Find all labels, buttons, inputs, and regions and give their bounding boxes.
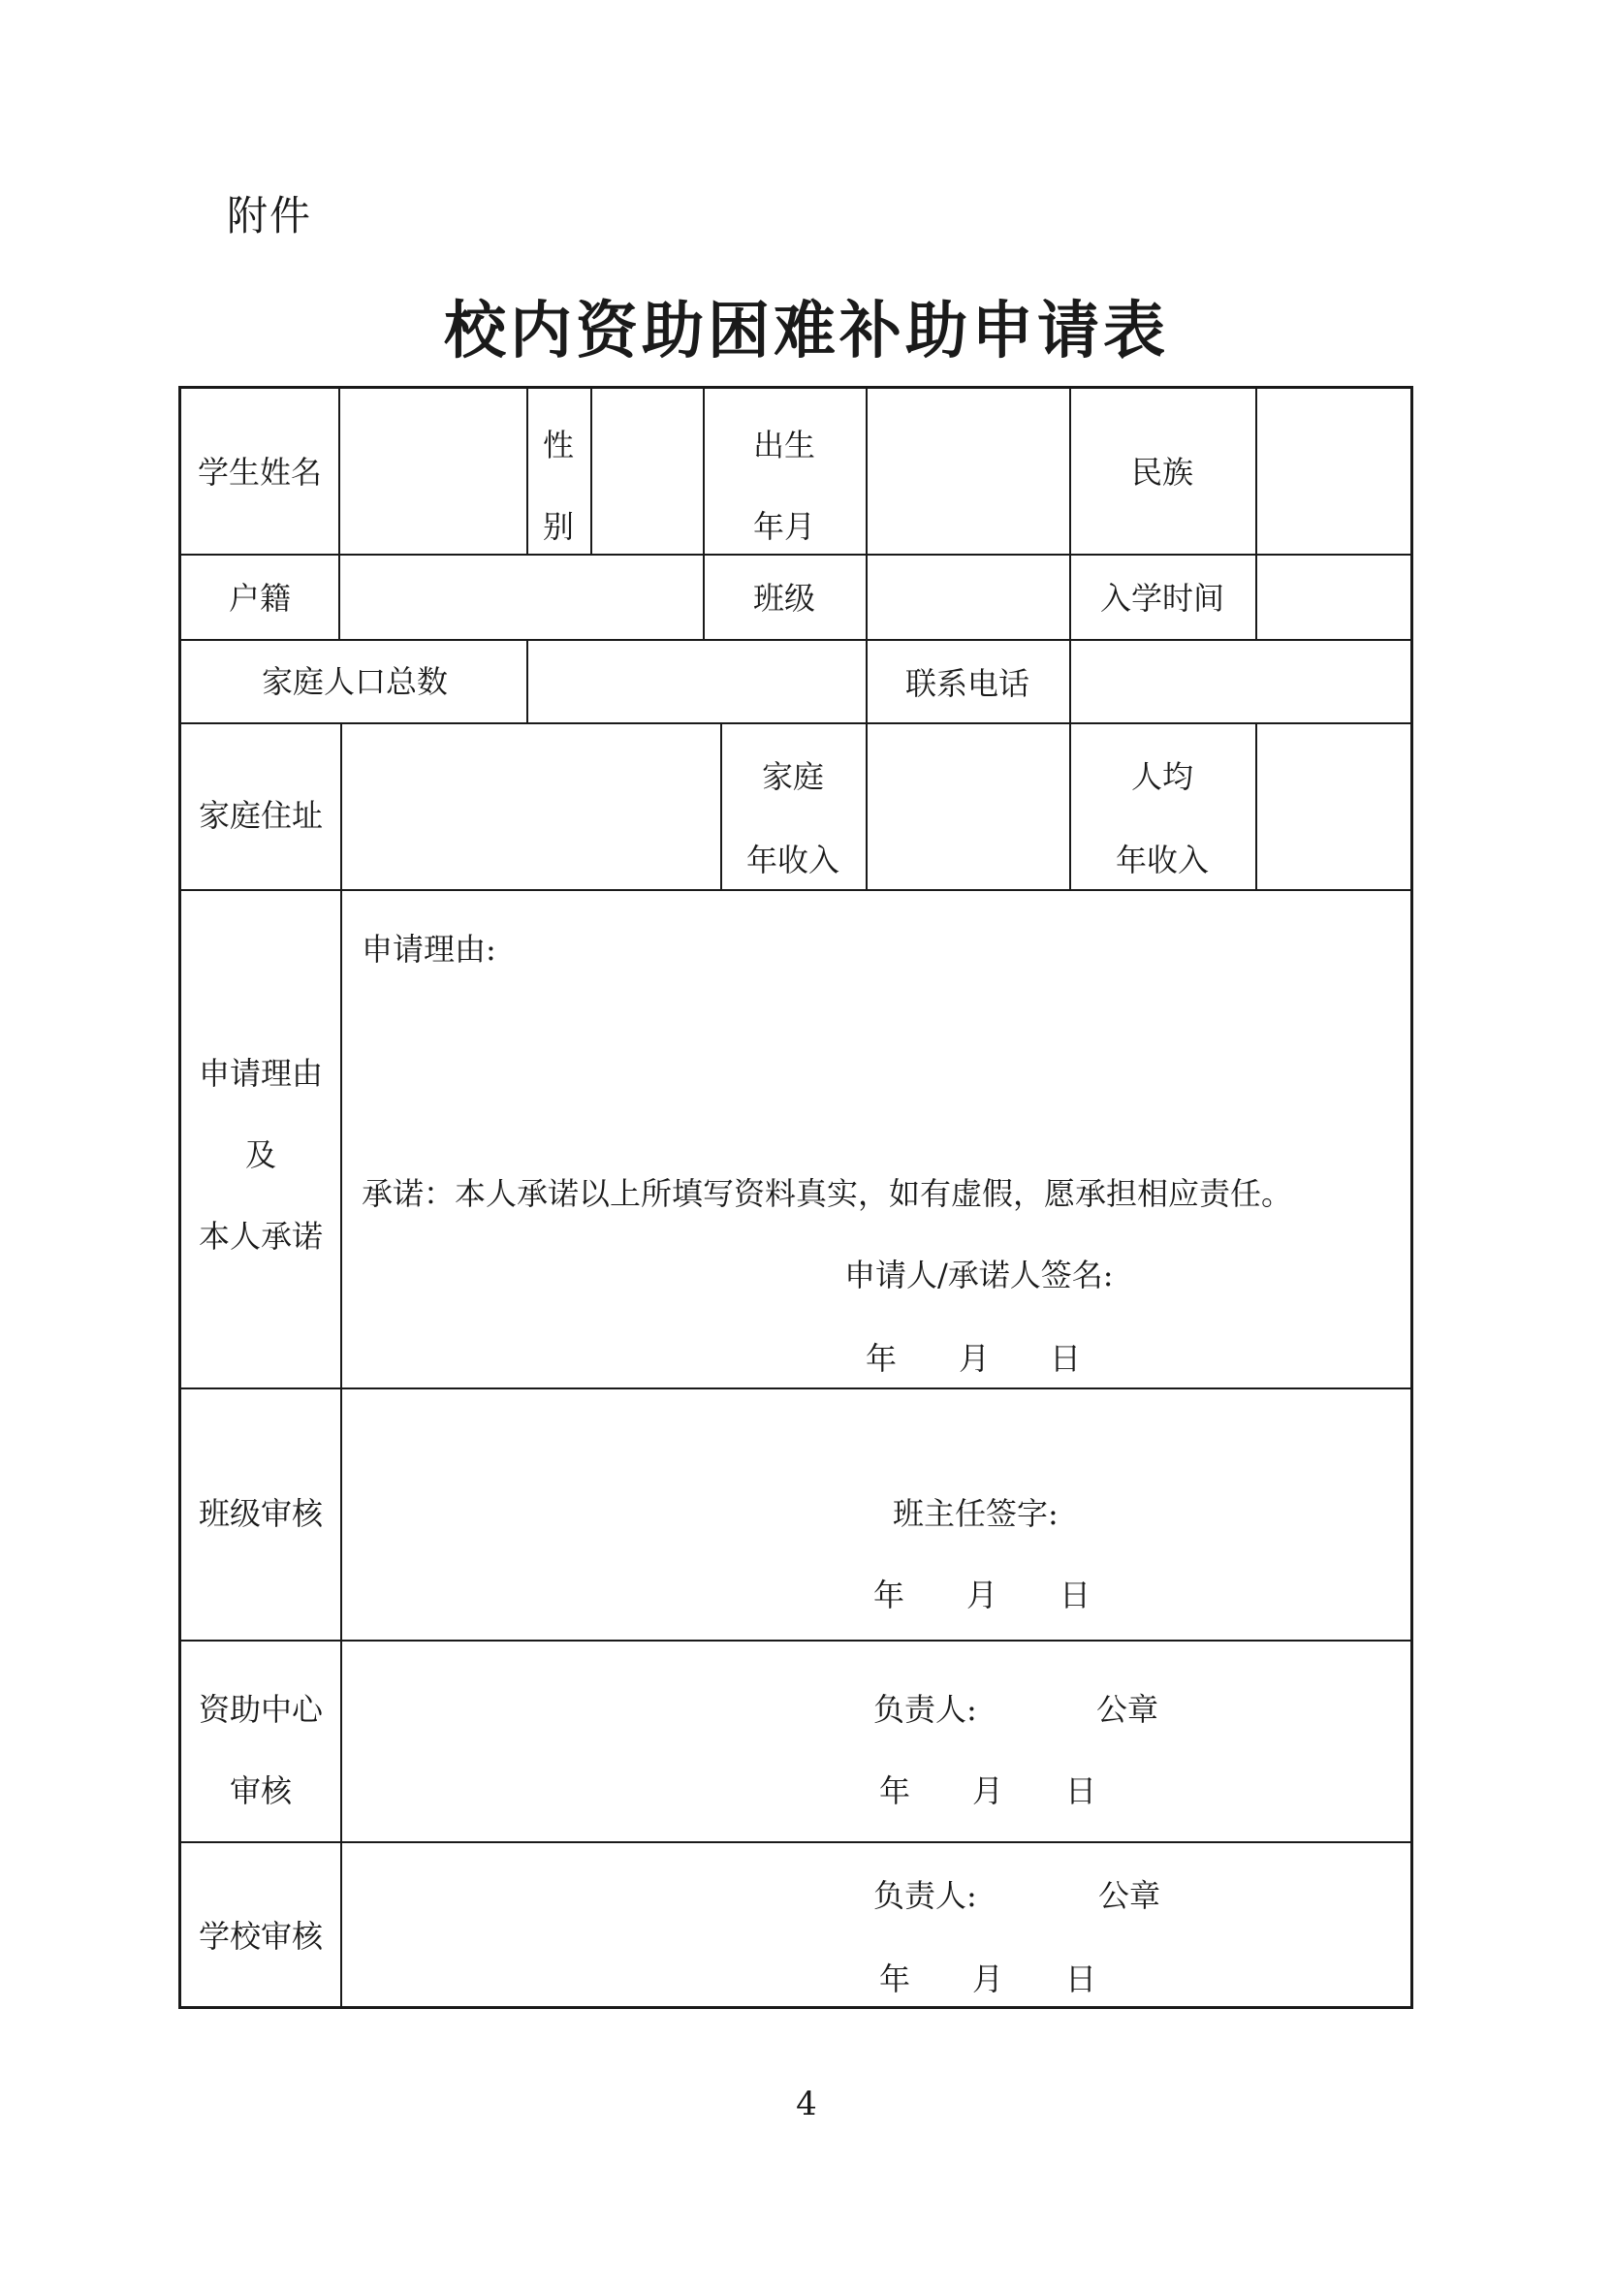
cell-divider [340,722,342,889]
cell-divider [866,722,868,889]
family-size-label: 家庭人口总数 [261,663,449,700]
reason-label-3: 本人承诺 [198,1218,324,1255]
attachment-label: 附件 [227,192,313,239]
application-form-table [178,386,1413,2009]
head-teacher-signature-label: 班主任签字: [893,1495,1059,1532]
cell-divider [526,389,528,554]
student-name-label: 学生姓名 [197,454,323,491]
reason-label-1: 申请理由 [198,1055,324,1092]
gender-label-1: 性 [542,427,575,463]
center-review-label-1: 资助中心 [198,1691,324,1728]
gender-label-2: 别 [542,508,575,545]
per-capita-income-label-1: 人均 [1130,758,1194,795]
household-label: 户籍 [228,580,292,617]
cell-divider [866,389,868,554]
promise-text: 承诺：本人承诺以上所填写资料真实，如有虚假，愿承担相应责任。 [362,1175,1293,1212]
center-date-day: 日 [1065,1772,1097,1809]
enroll-time-label: 入学时间 [1099,580,1225,617]
cell-divider [590,389,592,554]
school-responsible-label: 负责人: [873,1877,977,1914]
row-divider [181,1387,1410,1389]
cell-divider [720,722,722,889]
school-date-day: 日 [1065,1961,1097,1997]
phone-label: 联系电话 [904,665,1030,702]
row-divider [181,554,1410,556]
cell-divider [866,639,868,722]
label-column-divider [340,889,342,2006]
row-divider [181,1841,1410,1843]
birth-label-1: 出生 [752,427,816,463]
reason-label-2: 及 [244,1136,277,1173]
class-date-day: 日 [1060,1577,1091,1613]
reason-prompt: 申请理由: [362,931,496,968]
school-seal-label: 公章 [1098,1877,1161,1914]
row-divider [181,639,1410,641]
row-divider [181,1640,1410,1642]
cell-divider [1069,389,1071,554]
family-income-label-1: 家庭 [761,758,825,795]
cell-divider [703,389,705,554]
center-responsible-label: 负责人: [873,1691,977,1728]
cell-divider [1069,639,1071,722]
applicant-signature-label: 申请人/承诺人签名: [844,1257,1114,1293]
reason-date-month: 月 [959,1340,991,1377]
school-review-label: 学校审核 [198,1918,324,1955]
family-income-label-2: 年收入 [745,842,840,878]
page-number: 4 [796,2085,817,2123]
cell-divider [1255,722,1257,889]
address-label: 家庭住址 [198,797,324,834]
per-capita-income-label-2: 年收入 [1115,842,1210,878]
row-divider [181,722,1410,724]
cell-divider [1069,722,1071,889]
center-date-month: 月 [972,1772,1004,1809]
cell-divider [866,554,868,639]
reason-date-year: 年 [866,1340,898,1377]
center-review-label-2: 审核 [229,1772,293,1809]
cell-divider [1255,389,1257,554]
reason-date-day: 日 [1050,1340,1082,1377]
class-date-year: 年 [873,1577,905,1613]
class-date-month: 月 [966,1577,998,1613]
cell-divider [526,639,528,722]
form-title: 校内资助困难补助申请表 [444,295,1169,367]
class-label: 班级 [752,580,816,617]
center-date-year: 年 [879,1772,911,1809]
row-divider [181,889,1410,891]
cell-divider [1255,554,1257,639]
cell-divider [338,389,340,554]
cell-divider [1069,554,1071,639]
class-review-label: 班级审核 [198,1495,324,1532]
ethnicity-label: 民族 [1130,454,1194,491]
school-date-year: 年 [879,1961,911,1997]
school-date-month: 月 [972,1961,1004,1997]
cell-divider [703,554,705,639]
cell-divider [338,554,340,639]
center-seal-label: 公章 [1096,1691,1159,1728]
birth-label-2: 年月 [752,508,816,545]
